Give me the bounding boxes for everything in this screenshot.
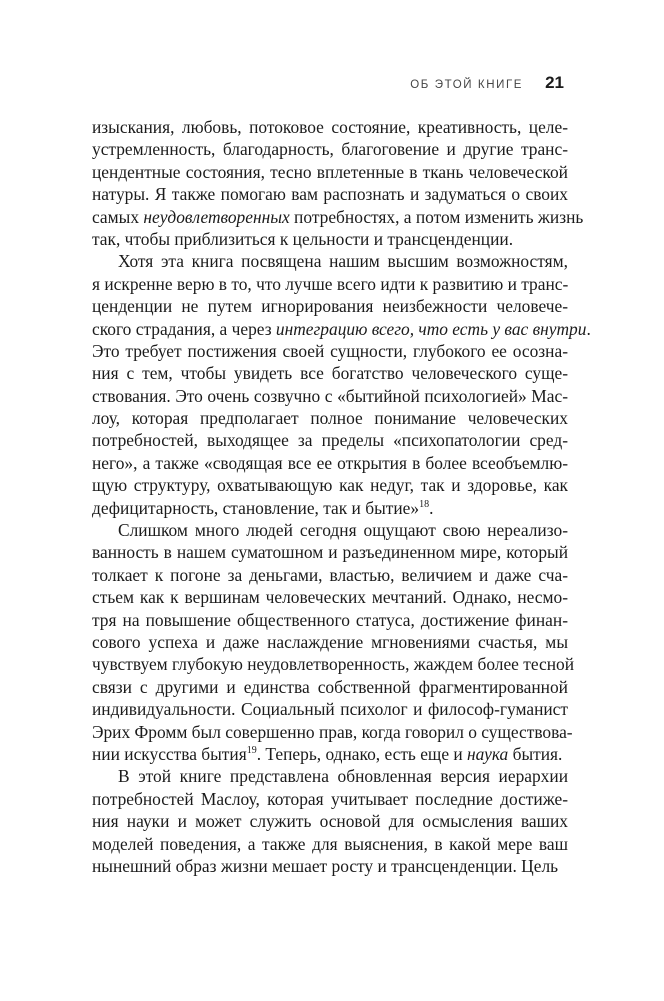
emphasis-text: интеграцию всего, что есть у вас внутри	[275, 318, 587, 339]
text-line	[92, 138, 568, 160]
text-line	[92, 653, 575, 675]
text-segment: потребностях, а потом изменить жизнь	[289, 206, 584, 227]
text-line	[92, 541, 568, 563]
text-line	[92, 765, 568, 787]
text-line	[92, 116, 568, 138]
text-segment: нынешний образ жизни мешает росту и трансценденции. Цель	[92, 855, 559, 876]
text-segment: Это требует постижения своей сущности, глубокого ее осозна-	[92, 340, 568, 361]
text-segment: ствования. Это очень созвучно с «бытийной психологией» Мас-	[92, 385, 568, 406]
text-segment: .	[429, 497, 434, 518]
text-line	[92, 340, 568, 362]
text-line	[92, 855, 568, 877]
text-segment: ского страдания, а через	[92, 318, 276, 339]
text-segment: натуры. Я также помогаю вам распознать и задуматься о своих	[92, 184, 568, 205]
text-segment: Эрих Фромм был совершенно прав, когда говорил о существова-	[92, 721, 573, 742]
text-segment: устремленность, благодарность, благоговение и другие транс-	[92, 139, 568, 160]
running-title: ОБ ЭТОЙ КНИГЕ	[410, 79, 524, 91]
text-line	[92, 810, 568, 832]
text-line	[92, 318, 591, 340]
text-line	[92, 474, 568, 496]
text-line	[92, 206, 584, 228]
text-line	[92, 407, 568, 429]
running-head	[410, 73, 564, 93]
text-line	[92, 161, 568, 183]
text-line	[92, 295, 568, 317]
text-segment: стьем как к вершинам человеческих мечтаний. Однако, несмо-	[92, 587, 568, 608]
text-line	[92, 698, 568, 720]
text-segment: . Теперь, однако, есть еще и	[256, 743, 468, 764]
text-line	[92, 183, 568, 205]
text-segment: связи с другими и единства собственной фрагментированной	[92, 676, 568, 697]
text-segment: Хотя эта книга посвящена нашим высшим возможностям,	[118, 251, 568, 272]
text-line	[92, 273, 568, 295]
text-segment: ния с тем, чтобы увидеть все богатство человеческого суще-	[92, 363, 568, 384]
page-number: 21	[545, 73, 564, 92]
text-line	[92, 228, 568, 250]
emphasis-text: неудовлетворенных	[143, 206, 290, 227]
text-segment: Слишком много людей сегодня ощущают свою нереализо-	[118, 520, 568, 541]
text-line	[92, 519, 568, 541]
text-segment: моделей поведения, а также для выяснения, в какой мере ваш	[92, 833, 568, 854]
text-line	[92, 362, 568, 384]
paragraph	[92, 519, 575, 765]
text-segment: нии искусства бытия	[92, 743, 247, 764]
text-segment: потребностей Маслоу, которая учитывает последние достиже-	[92, 788, 568, 809]
text-segment: ния науки и может служить основой для осмысления ваших	[92, 811, 568, 832]
text-segment: сового успеха и даже наслаждение мгновениями счастья, мы	[92, 631, 568, 652]
text-segment: лоу, которая предполагает полное понимание человеческих	[92, 408, 568, 429]
text-line	[92, 564, 568, 586]
text-line	[92, 497, 568, 519]
emphasis-text: наука	[467, 743, 509, 764]
text-segment: .	[586, 318, 591, 339]
footnote-ref: 18	[419, 498, 430, 510]
text-segment: ценденции не путем игнорирования неизбежности человече-	[92, 296, 568, 317]
text-segment: щую структуру, охватывающую как недуг, так и здоровье, как	[92, 475, 568, 496]
text-segment: так, чтобы приблизиться к цельности и трансценденции.	[92, 228, 514, 249]
text-segment: тря на повышение общественного статуса, достижение финан-	[92, 609, 568, 630]
text-segment: ванность в нашем суматошном и разъединенном мире, который	[92, 542, 568, 563]
paragraph	[92, 765, 568, 877]
footnote-ref: 19	[246, 745, 257, 757]
text-line	[92, 429, 568, 451]
text-line	[92, 385, 568, 407]
text-line	[92, 833, 568, 855]
text-segment: дефицитарность, становление, так и бытие»	[92, 497, 420, 518]
body-text	[92, 116, 591, 877]
text-segment: бытия.	[508, 743, 563, 764]
text-line	[92, 743, 568, 765]
text-line	[92, 721, 573, 743]
text-segment: самых	[92, 206, 144, 227]
text-segment: чувствуем глубокую неудовлетворенность, жаждем более тесной	[92, 654, 575, 675]
text-line	[92, 788, 568, 810]
paragraph	[92, 250, 591, 519]
paragraph	[92, 116, 584, 250]
text-line	[92, 676, 568, 698]
text-segment: потребностей, выходящее за пределы «психопатологии сред-	[92, 430, 568, 451]
text-line	[92, 631, 568, 653]
text-segment: толкает к погоне за деньгами, властью, величием и даже сча-	[92, 564, 568, 585]
text-line	[92, 586, 568, 608]
text-segment: него», а также «сводящая все ее открытия в более всеобъемлю-	[92, 452, 568, 473]
text-segment: В этой книге представлена обновленная версия иерархии	[118, 766, 568, 787]
text-segment: индивидуальности. Социальный психолог и философ-гуманист	[92, 699, 568, 720]
text-line	[92, 452, 568, 474]
text-segment: изыскания, любовь, потоковое состояние, креативность, целе-	[92, 117, 568, 137]
text-line	[92, 609, 568, 631]
text-line	[92, 250, 568, 272]
text-segment: я искренне верю в то, что лучше всего идти к развитию и транс-	[92, 273, 569, 294]
text-segment: цендентные состояния, тесно вплетенные в ткань человеческой	[92, 161, 568, 182]
